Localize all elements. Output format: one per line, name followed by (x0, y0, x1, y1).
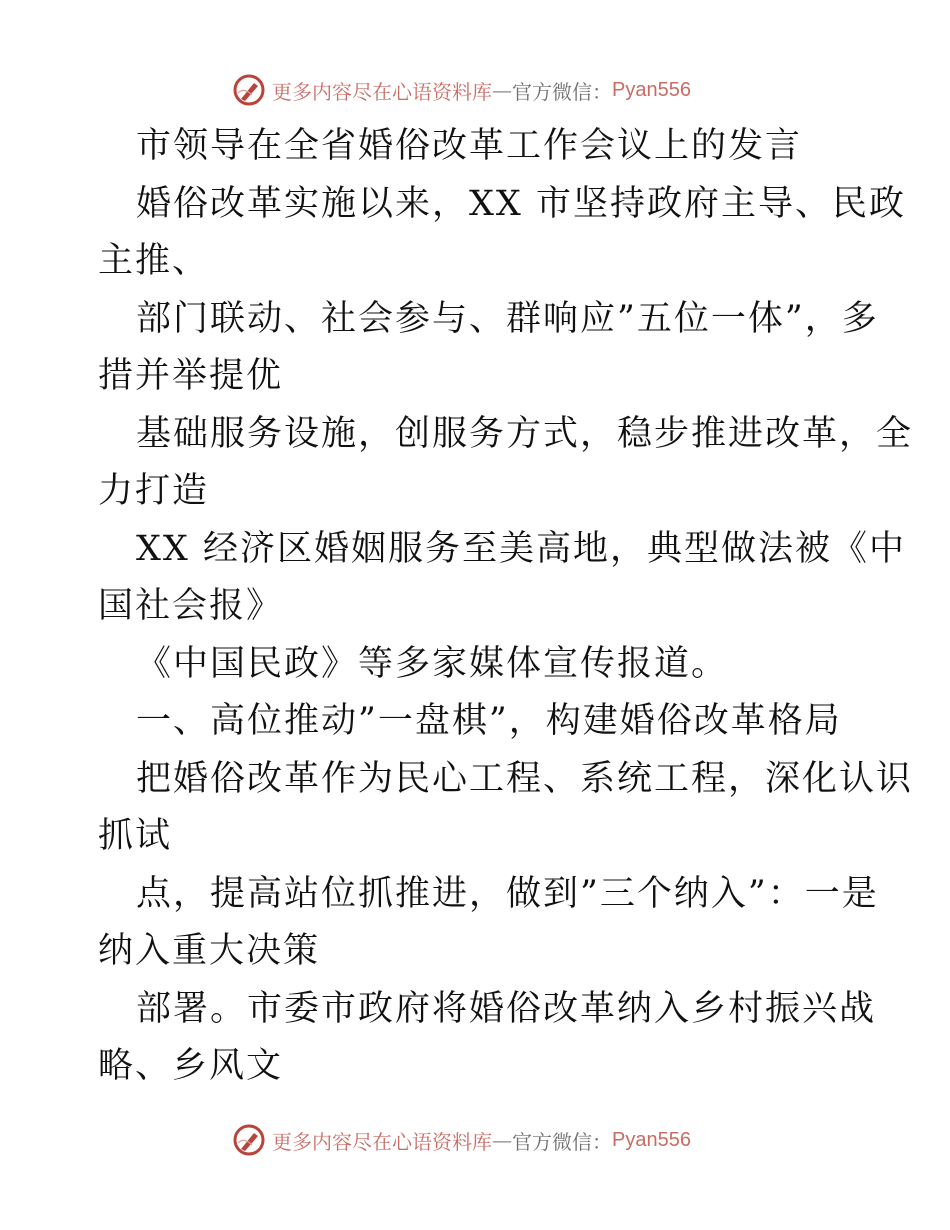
text-line: 基础服务设施，创服务方式，稳步推进改革，全 (136, 413, 914, 454)
watermark-brand-text: 更多内容尽在心语资料库 (272, 1129, 492, 1154)
text-line: 婚俗改革实施以来，XX 市坚持政府主导、民政 (136, 183, 906, 224)
text-line: 部门联动、社会参与、群响应”五位一体”，多 (136, 298, 879, 339)
watermark-wechat-id: Pyan556 (612, 1128, 691, 1151)
watermark-dash: — (492, 78, 512, 102)
text-line: 纳入重大决策 (98, 931, 321, 971)
section-heading: 一、高位推动”一盘棋”，构建婚俗改革格局 (136, 701, 842, 741)
text-line: 把婚俗改革作为民心工程、系统工程，深化认识 (136, 758, 914, 799)
watermark-brand-text: 更多内容尽在心语资料库 (272, 79, 492, 104)
text-line: 略、乡风文 (98, 1046, 284, 1086)
pen-logo-icon (232, 73, 266, 107)
watermark-dash: — (492, 1128, 512, 1152)
footer-watermark (232, 1120, 691, 1160)
document-body (98, 118, 914, 1096)
header-watermark (232, 70, 691, 110)
text-line: 《中国民政》等多家媒体宣传报道。 (136, 643, 729, 684)
watermark-wechat-id: Pyan556 (612, 78, 691, 101)
document-title: 市领导在全省婚俗改革工作会议上的发言 (136, 126, 803, 166)
pen-logo-icon (232, 1123, 266, 1157)
watermark-wechat-label: 官方微信： (512, 1129, 612, 1154)
watermark-wechat-label: 官方微信： (512, 79, 612, 104)
text-line: 部署。市委市政府将婚俗改革纳入乡村振兴战 (136, 988, 877, 1029)
text-line: 国社会报》 (98, 586, 284, 626)
text-line: 抓试 (98, 816, 173, 856)
text-line: XX 经济区婚姻服务至美高地，典型做法被《中 (136, 528, 906, 569)
text-line: 力打造 (98, 471, 210, 511)
text-line: 主推、 (98, 241, 210, 281)
text-line: 点，提高站位抓推进，做到”三个纳入”：一是 (136, 873, 879, 914)
text-line: 措并举提优 (98, 356, 284, 396)
